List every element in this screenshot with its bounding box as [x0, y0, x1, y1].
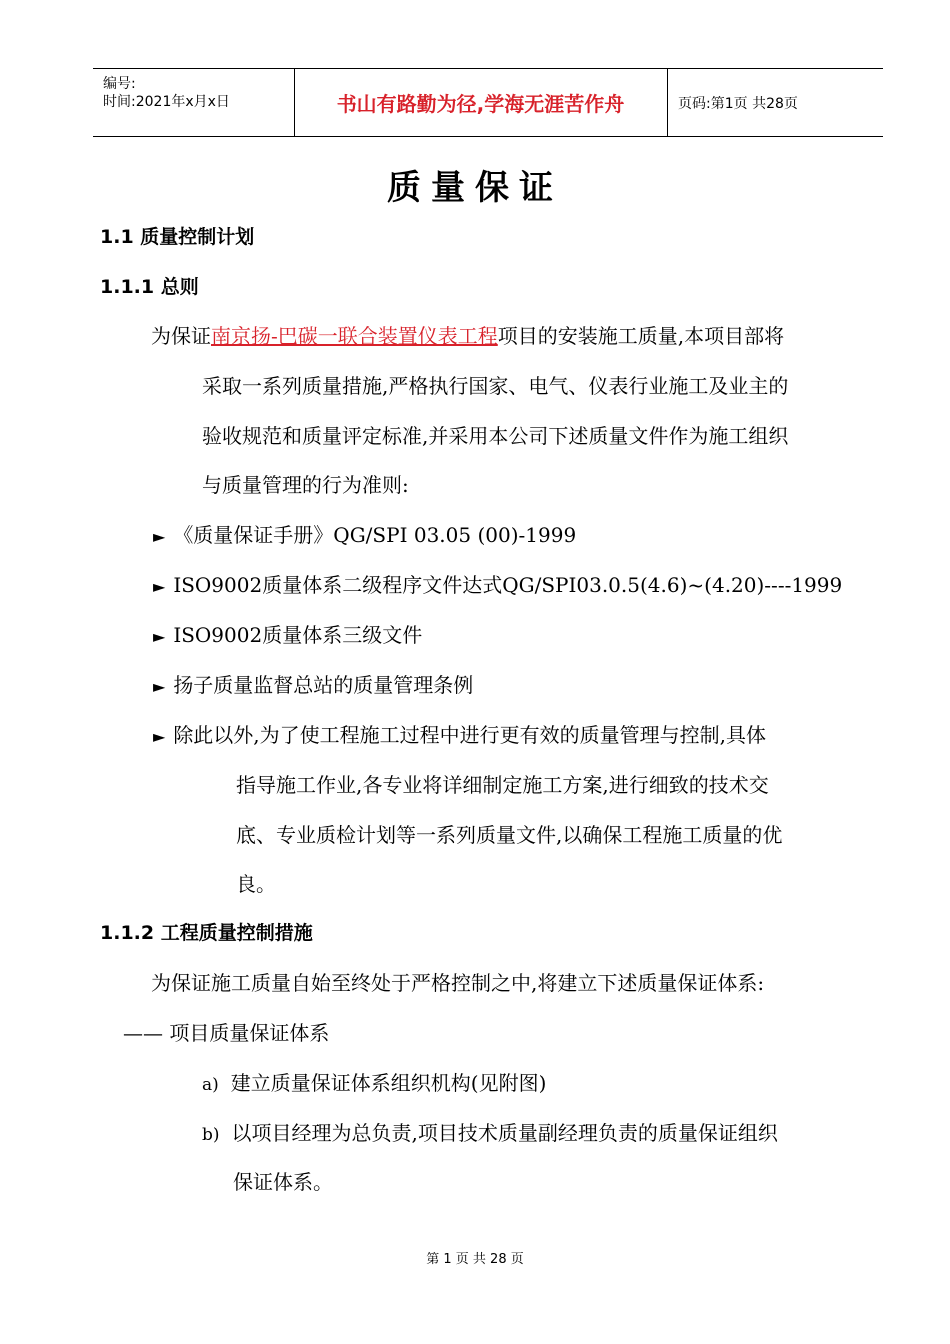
item-b-line-2: 保证体系。 [233, 1170, 333, 1194]
header-page-cell [668, 69, 883, 136]
section-1-1-heading: 1.1 质量控制计划 [100, 226, 255, 248]
header-motto-cell [294, 69, 668, 136]
page-footer: 第 1 页 共 28 页 [426, 1252, 524, 1267]
section-1-1-1-heading: 1.1.1 总则 [100, 276, 199, 298]
bullet-item-3 [153, 619, 422, 648]
list-item-b [202, 1117, 778, 1146]
system-heading: —— 项目质量保证体系 [123, 1021, 330, 1045]
item-b-text-line-1: 以项目经理为总负责,项目技术质量副经理负责的质量保证组织 [231, 1121, 778, 1145]
time-label: 时间:2021年x月x日 [103, 94, 230, 110]
list-item-a [202, 1067, 546, 1096]
project-name-link[interactable]: 南京扬-巴碳一联合装置仪表工程 [211, 324, 498, 348]
bullet-text-5-line-1: 除此以外,为了使工程施工过程中进行更有效的质量管理与控制,具体 [173, 723, 767, 747]
bullet-item-5 [153, 719, 766, 748]
bullet-text-4: 扬子质量监督总站的质量管理条例 [173, 673, 474, 697]
triangle-bullet-icon: ► [153, 627, 166, 646]
bullet-item-1 [153, 519, 576, 548]
header-meta-cell [93, 69, 295, 136]
bullet-text-2: ISO9002质量体系二级程序文件达式QG/SPI03.0.5(4.6)~(4.20)----1999 [173, 573, 843, 597]
page-header [93, 68, 883, 137]
triangle-bullet-icon: ► [153, 727, 166, 746]
bullet-5-line-3: 底、专业质检计划等一系列质量文件,以确保工程施工质量的优 [236, 823, 783, 847]
triangle-bullet-icon: ► [153, 677, 166, 696]
bullet-5-line-4: 良。 [236, 872, 276, 896]
item-a-label: a) [202, 1075, 219, 1095]
bullet-item-4 [153, 669, 473, 698]
item-b-label: b) [202, 1125, 220, 1145]
intro-line-4: 与质量管理的行为准则: [202, 473, 409, 497]
intro-line1-rest: 项目的安装施工质量,本项目部将 [497, 324, 785, 348]
document-title: 质量保证 [387, 168, 563, 208]
intro-line-2: 采取一系列质量措施,严格执行国家、电气、仪表行业施工及业主的 [202, 374, 789, 398]
triangle-bullet-icon: ► [153, 527, 166, 546]
number-label: 编号: [103, 76, 136, 92]
bullet-item-2 [153, 569, 842, 598]
measures-intro: 为保证施工质量自始至终处于严格控制之中,将建立下述质量保证体系: [151, 971, 765, 995]
header-motto: 书山有路勤为径,学海无涯苦作舟 [336, 92, 625, 116]
bullet-text-1: 《质量保证手册》QG/SPI 03.05 (00)-1999 [173, 523, 577, 547]
bullet-5-line-2: 指导施工作业,各专业将详细制定施工方案,进行细致的技术交 [236, 773, 769, 797]
intro-prefix: 为保证 [151, 324, 211, 348]
bullet-text-3: ISO9002质量体系三级文件 [173, 623, 423, 647]
header-page-info: 页码:第1页 共28页 [678, 95, 798, 112]
intro-line-1 [151, 320, 784, 349]
item-a-text: 建立质量保证体系组织机构(见附图) [230, 1071, 547, 1095]
triangle-bullet-icon: ► [153, 577, 166, 596]
intro-line-3: 验收规范和质量评定标准,并采用本公司下述质量文件作为施工组织 [202, 424, 789, 448]
section-1-1-2-heading: 1.1.2 工程质量控制措施 [100, 922, 313, 944]
